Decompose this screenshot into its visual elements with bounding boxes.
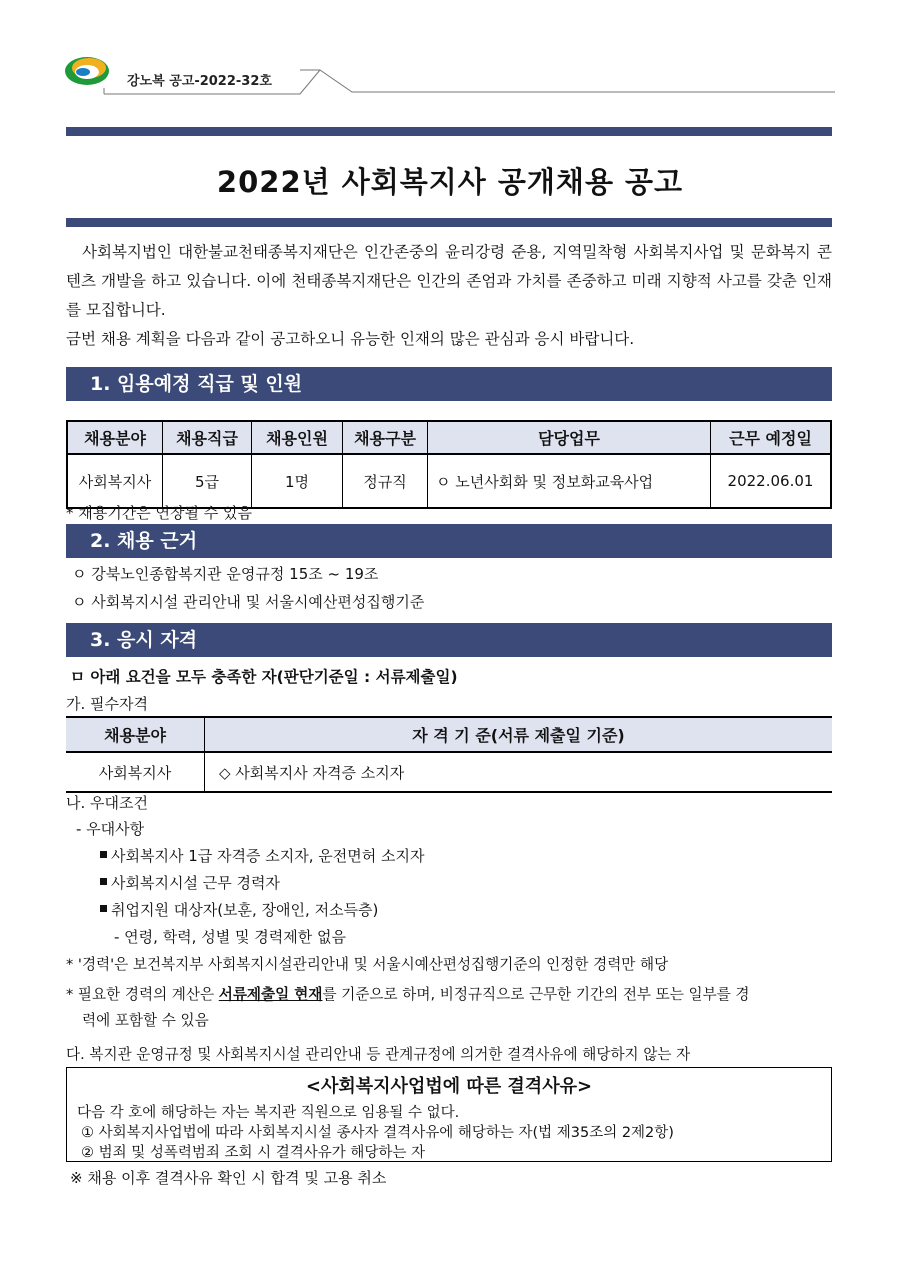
calc-note-post: 를 기준으로 하며, 비정규직으로 근무한 기간의 전부 또는 일부를 경: [322, 986, 750, 1003]
intro-text: [66, 238, 832, 354]
required-label: 가. 필수자격: [66, 695, 148, 713]
intro-paragraph-2: 금번 채용 계획을 다음과 같이 공고하오니 유능한 인재의 많은 관심과 응시 바랍니다.: [66, 330, 635, 348]
box-title: <사회복지사업법에 따른 결격사유>: [305, 1076, 593, 1097]
basis-item-1: ㅇ 강북노인종합복지관 운영규정 15조 ~ 19조: [72, 565, 379, 583]
square-bullet-icon: [100, 878, 107, 885]
preferred-item-1: [100, 845, 424, 866]
box-line-3: ② 범죄 및 성폭력범죄 조회 시 결격사유가 해당하는 자: [81, 1145, 426, 1161]
table-row: [66, 752, 832, 792]
intro-paragraph-1: 사회복지법인 대한불교천태종복지재단은 인간존중의 윤리강령 준용, 지역밀착형 사회복지사업 및 문화복지 콘텐츠 개발을 하고 있습니다. 이에 천태종복지재단은 인간의 존엄과 가치를 존중하고 미래 지향적 사고를 갖춘 인재를 모집합니다.: [66, 243, 832, 319]
calc-note-emphasis: 서류제출일 현재: [218, 986, 323, 1003]
col-date-header: 근무 예정일: [711, 421, 832, 454]
square-bullet-icon: [100, 851, 107, 858]
cell-start-date: 2022.06.01: [711, 454, 832, 508]
title-top-bar: [66, 127, 832, 136]
qualification-lead: ㅁ 아래 요건을 모두 충족한 자(판단기준일 : 서류제출일): [70, 668, 458, 686]
period-note: * 채용기간은 연장될 수 있음: [66, 504, 252, 522]
title-bottom-bar: [66, 218, 832, 227]
square-bullet-icon: [100, 905, 107, 912]
final-note: ※ 채용 이후 결격사유 확인 시 합격 및 고용 취소: [70, 1169, 387, 1187]
preferred-item-text: 취업지원 대상자(보훈, 장애인, 저소득층): [111, 901, 379, 919]
qual-criteria: ◇ 사회복지사 자격증 소지자: [205, 752, 833, 792]
col-duty-header: 담당업무: [428, 421, 711, 454]
cell-grade: 5급: [163, 454, 252, 508]
preferred-item-3: [100, 899, 378, 920]
disqualification-label: 다. 복지관 운영규정 및 사회복지시설 관리안내 등 관계규정에 의거한 결격사유에 해당하지 않는 자: [66, 1046, 691, 1063]
preferred-item-2: [100, 872, 280, 893]
cell-type: 정규직: [343, 454, 428, 508]
col-type-header: 채용구분: [343, 421, 428, 454]
qual-field: 사회복지사: [66, 752, 205, 792]
cell-field: 사회복지사: [67, 454, 163, 508]
document-number: 강노복 공고-2022-32호: [127, 74, 272, 89]
box-line-2: ① 사회복지사업법에 따라 사회복지시설 종사자 결격사유에 해당하는 자(법 제35조의 2제2항): [81, 1125, 674, 1141]
cell-duty: ㅇ 노년사회화 및 정보화교육사업: [428, 454, 711, 508]
disqualification-box: [66, 1067, 832, 1162]
col-count-header: 채용인원: [252, 421, 343, 454]
page-title: 2022년 사회복지사 공개채용 공고: [216, 165, 684, 199]
calc-note-line2: 력에 포함할 수 있음: [82, 1012, 209, 1029]
career-note: * '경력'은 보건복지부 사회복지시설관리안내 및 서울시예산편성집행기준의 인정한 경력만 해당: [66, 956, 669, 973]
basis-item-2: ㅇ 사회복지시설 관리안내 및 서울시예산편성집행기준: [72, 593, 425, 611]
section-3-heading: 3. 응시 자격: [66, 623, 832, 657]
table-row: [67, 454, 831, 508]
calc-note: [66, 983, 750, 1004]
qualification-table: [66, 716, 832, 793]
qual-criteria-header: 자 격 기 준(서류 제출일 기준): [205, 717, 833, 752]
preferred-label: 나. 우대조건: [66, 794, 148, 812]
preferred-item-text: 사회복지사 1급 자격증 소지자, 운전면허 소지자: [111, 847, 425, 865]
no-limit-note: - 연령, 학력, 성별 및 경력제한 없음: [114, 928, 346, 946]
cell-count: 1명: [252, 454, 343, 508]
section-2-heading: 2. 채용 근거: [66, 524, 832, 558]
qual-field-header: 채용분야: [66, 717, 205, 752]
position-table: [66, 420, 832, 509]
col-grade-header: 채용직급: [163, 421, 252, 454]
preferred-items-label: - 우대사항: [76, 820, 145, 838]
col-field-header: 채용분야: [67, 421, 163, 454]
preferred-item-text: 사회복지시설 근무 경력자: [111, 874, 280, 892]
calc-note-pre: * 필요한 경력의 계산은: [66, 986, 219, 1003]
section-1-heading: 1. 임용예정 직급 및 인원: [66, 367, 832, 401]
box-line-1: 다음 각 호에 해당하는 자는 복지관 직원으로 임용될 수 없다.: [77, 1105, 460, 1121]
